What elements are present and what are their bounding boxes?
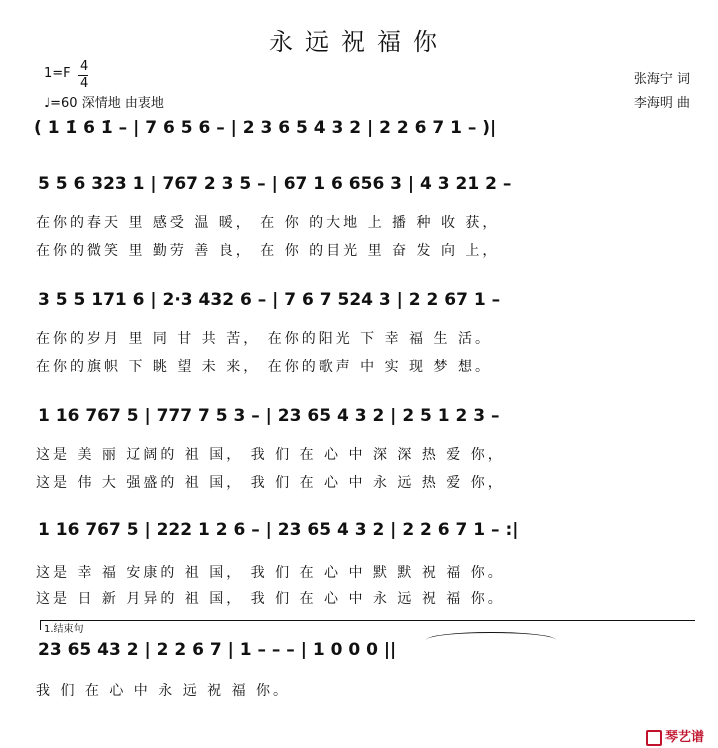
lyric-final: 我 们 在 心 中 永 远 祝 福 你。	[36, 683, 291, 699]
staff-line-1	[30, 118, 690, 158]
lyric-verse-1: 这是 幸 福 安康的 祖 国， 我 们 在 心 中 默 默 祝 福 你。	[36, 565, 505, 581]
staff-line-5	[38, 520, 698, 560]
volta-bracket-left	[40, 620, 41, 630]
lyric-verse-2: 在你的旗帜 下 眺 望 未 来， 在你的歌声 中 实 现 梦 想。	[36, 359, 492, 375]
composer-credit: 李海明 曲	[633, 96, 690, 111]
lyric-verse-1: 在你的岁月 里 同 甘 共 苦， 在你的阳光 下 幸 福 生 活。	[36, 331, 492, 347]
key-signature: 1=F	[44, 66, 71, 81]
time-signature-top: 4	[80, 59, 89, 74]
logo-text: 琴艺谱	[664, 730, 704, 745]
staff-notes: 23 65 43 2 | 2 2 6 7 | 1 – – – | 1 0 0 0 ||	[38, 640, 397, 660]
staff-notes: 3 5 5 171 6 | 2·3 432 6 – | 7 6 7 524 3 | 2 2 67 1 –	[38, 290, 501, 310]
staff-notes: 1 16 767 5 | 222 1 2 6 – | 23 65 4 3 2 | 2 2 6 7 1 – :|	[38, 520, 519, 540]
site-logo	[646, 726, 704, 746]
lyric-verse-2: 这是 伟 大 强盛的 祖 国， 我 们 在 心 中 永 远 热 爱 你，	[36, 475, 505, 491]
volta-bracket	[40, 620, 695, 621]
ending-label: 1.结束句	[44, 624, 84, 635]
lyric-verse-2: 在你的微笑 里 勤劳 善 良， 在 你 的目光 里 奋 发 向 上，	[36, 243, 500, 259]
staff-line-6	[38, 640, 698, 680]
lyric-verse-1: 在你的春天 里 感受 温 暖， 在 你 的大地 上 播 种 收 获，	[36, 215, 500, 231]
staff-notes: 5 5 6 323 1 | 767 2 3 5 – | 67 1 6 656 3 | 4 3 21 2 –	[38, 174, 512, 194]
staff-notes: 1 16 767 5 | 777 7 5 3 – | 23 65 4 3 2 | 2 5 1 2 3 –	[38, 406, 500, 426]
tempo-marking: ♩=60 深情地 由衷地	[44, 96, 164, 111]
logo-icon	[646, 730, 662, 746]
lyricist-credit: 张海宁 词	[633, 72, 690, 87]
time-signature-bottom: 4	[80, 76, 89, 91]
staff-notes: ( 1 1̇ 6 1̇ – | 7 6 5 6 – | 2 3 6 5 4 3 2 | 2 2 6 7 1 – )|	[34, 118, 497, 138]
staff-line-3	[38, 290, 698, 330]
lyric-verse-1: 这是 美 丽 辽阔的 祖 国， 我 们 在 心 中 深 深 热 爱 你，	[36, 447, 505, 463]
lyric-verse-2: 这是 日 新 月异的 祖 国， 我 们 在 心 中 永 远 祝 福 你。	[36, 591, 505, 607]
song-title: 永远祝福你	[269, 28, 449, 56]
staff-line-2	[38, 174, 698, 214]
tie-arc	[426, 632, 556, 640]
staff-line-4	[38, 406, 698, 446]
